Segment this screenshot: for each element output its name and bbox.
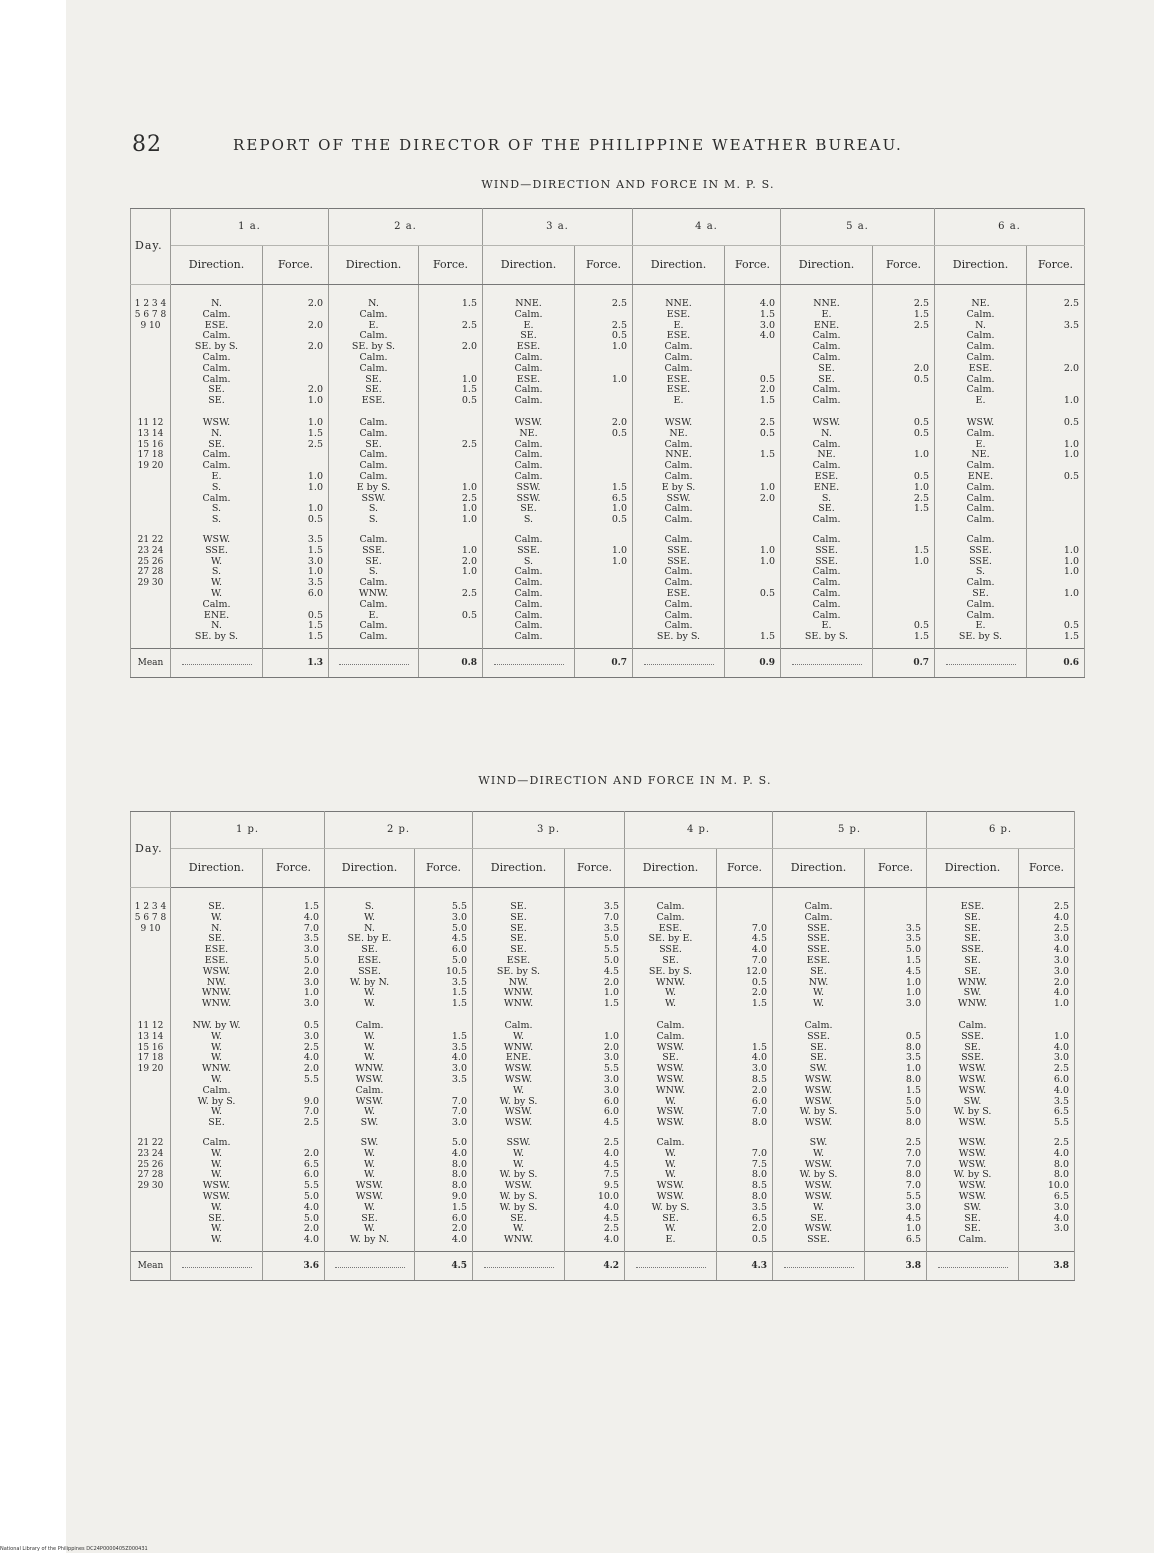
mean-force-value: 0.7 (575, 649, 633, 678)
wind-table-pm (130, 811, 1075, 1281)
force-cell: 5.5 3.0 5.0 4.5 6.0 5.0 10.5 3.5 1.5 1.5 (415, 888, 473, 1018)
direction-cell: N. Calm. ESE. Calm. SE. by S. Calm. Calm. Calm. SE. SE. (171, 285, 263, 415)
direction-header: Direction. (473, 849, 565, 888)
column-header-row (131, 246, 1085, 285)
day-group-row (131, 1017, 1075, 1134)
force-cell: 2.5 2.5 0.5 1.0 1.0 (575, 285, 633, 415)
period-label: 4 p. (625, 812, 773, 849)
day-group-row (131, 285, 1085, 415)
mean-direction-cell (325, 1252, 415, 1281)
leader-dots (339, 664, 409, 665)
force-header: Force. (575, 246, 633, 285)
period-label: 5 a. (781, 209, 935, 246)
direction-cell: WSW. N. SE. Calm. Calm. E. S. Calm. S. S. (171, 414, 263, 531)
direction-header: Direction. (935, 246, 1027, 285)
direction-cell: Calm. SSE. SSE. Calm. Calm. Calm. Calm. Calm. E. SE. by S. (781, 531, 873, 649)
force-cell: 2.5 4.0 4.5 7.5 9.5 10.0 4.0 4.5 2.5 4.0 (565, 1134, 625, 1252)
mean-direction-cell (935, 649, 1027, 678)
direction-header: Direction. (927, 849, 1019, 888)
mean-label: Mean (131, 649, 171, 678)
mean-direction-cell (473, 1252, 565, 1281)
leader-dots (946, 664, 1016, 665)
force-cell: 0.5 1.0 1.0 0.5 (1027, 414, 1085, 531)
day-group-row (131, 414, 1085, 531)
direction-header: Direction. (483, 246, 575, 285)
direction-cell: S. W. N. SE. by E. SE. ESE. SSE. W. by N. W. W. (325, 888, 415, 1018)
mean-force-value: 0.8 (419, 649, 483, 678)
period-label: 6 p. (927, 812, 1075, 849)
force-cell: 5.0 4.0 8.0 8.0 8.0 9.0 1.5 6.0 2.0 4.0 (415, 1134, 473, 1252)
mean-force-value: 1.3 (263, 649, 329, 678)
mean-row (131, 1252, 1075, 1281)
mean-row (131, 649, 1085, 678)
force-cell: 1.5 1.0 0.5 1.5 (873, 531, 935, 649)
force-cell: 1.5 2.5 2.0 1.0 1.5 0.5 (419, 285, 483, 415)
force-header: Force. (419, 246, 483, 285)
leader-dots (182, 1267, 252, 1268)
period-header-row (131, 812, 1075, 849)
direction-cell: Calm. Calm. WSW. SE. WSW. WSW. WNW. W. WSW. WSW. (625, 1017, 717, 1134)
leader-dots (484, 1267, 554, 1268)
force-header: Force. (725, 246, 781, 285)
force-cell: 2.0 0.5 1.5 6.5 1.0 0.5 (575, 414, 633, 531)
direction-cell: Calm. Calm. ESE. SE. by E. SSE. SE. SE. by S. WNW. W. W. (625, 888, 717, 1018)
period-label: 1 a. (171, 209, 329, 246)
direction-cell: ESE. SE. SE. SE. SSE. SE. SE. WNW. SW. WNW. (927, 888, 1019, 1018)
direction-cell: WSW. WSW. WSW. W. by S. WSW. WSW. SW. SE. SE. Calm. (927, 1134, 1019, 1252)
mean-direction-cell (329, 649, 419, 678)
wind-table-am (130, 208, 1085, 678)
leader-dots (636, 1267, 706, 1268)
direction-cell: NNE. ESE. E. ESE. Calm. Calm. Calm. ESE. ESE. E. (633, 285, 725, 415)
force-cell: 1.0 2.0 1.0 2.5 0.5 (419, 531, 483, 649)
force-cell: 1.0 1.0 0.5 1.5 (725, 531, 781, 649)
leader-dots (182, 664, 252, 665)
day-group-row (131, 531, 1085, 649)
direction-header: Direction. (773, 849, 865, 888)
force-cell: 2.5 1.0 2.5 1.0 1.0 (419, 414, 483, 531)
force-header: Force. (263, 246, 329, 285)
force-cell: 0.5 3.0 2.5 4.0 2.0 5.5 9.0 7.0 2.5 (263, 1017, 325, 1134)
direction-cell: WSW. NE. Calm. Calm. Calm. Calm. SSW. SSW. SE. S. (483, 414, 575, 531)
leader-dots (792, 664, 862, 665)
direction-cell: Calm. Calm. SE. Calm. Calm. Calm. E by S. SSW. S. S. (329, 414, 419, 531)
force-cell: 0.5 8.0 3.5 1.0 8.0 1.5 5.0 5.0 8.0 (865, 1017, 927, 1134)
mean-direction-cell (171, 649, 263, 678)
mean-direction-cell (171, 1252, 263, 1281)
mean-force-value: 3.8 (865, 1252, 927, 1281)
day-group-row (131, 888, 1075, 1018)
mean-direction-cell (781, 649, 873, 678)
period-label: 1 p. (171, 812, 325, 849)
day-numbers: 1 2 3 4 5 6 7 8 9 10 (131, 888, 171, 1018)
direction-cell: NNE. E. ENE. Calm. Calm. Calm. SE. SE. Calm. Calm. (781, 285, 873, 415)
direction-header: Direction. (325, 849, 415, 888)
force-cell: 2.0 6.5 6.0 5.5 5.0 4.0 5.0 2.0 4.0 (263, 1134, 325, 1252)
force-cell: 1.0 1.5 2.5 1.0 1.0 1.0 0.5 (263, 414, 329, 531)
leader-dots (494, 664, 564, 665)
day-group-row (131, 1134, 1075, 1252)
direction-header: Direction. (171, 246, 263, 285)
mean-direction-cell (633, 649, 725, 678)
direction-cell: Calm. Calm. SSE. SSE. SSE. ESE. SE. NW. W. W. (773, 888, 865, 1018)
direction-cell: WSW. Calm. E. NE. Calm. ENE. Calm. Calm. Calm. Calm. (935, 414, 1027, 531)
force-cell: 3.5 7.0 3.5 5.0 5.5 5.0 4.5 2.0 1.0 1.5 (565, 888, 625, 1018)
mean-force-value: 0.9 (725, 649, 781, 678)
day-header: Day. (131, 209, 171, 285)
force-cell: 2.5 0.5 1.5 1.0 2.0 (725, 414, 781, 531)
direction-cell: SE. SE. SE. SE. SE. ESE. SE. by S. NW. WNW. WNW. (473, 888, 565, 1018)
mean-force-value: 0.7 (873, 649, 935, 678)
page-number: 82 (132, 132, 162, 157)
page-header (132, 126, 1012, 166)
direction-cell: WSW. SSE. W. S. W. W. Calm. ENE. N. SE. by S. (171, 531, 263, 649)
day-numbers: 1 2 3 4 5 6 7 8 9 10 (131, 285, 171, 415)
mean-force-value: 4.5 (415, 1252, 473, 1281)
direction-header: Direction. (329, 246, 419, 285)
force-header: Force. (717, 849, 773, 888)
direction-cell: Calm. W. W. W. WSW. WSW. W. SE. W. W. (171, 1134, 263, 1252)
direction-header: Direction. (633, 246, 725, 285)
period-label: 5 p. (773, 812, 927, 849)
force-cell: 7.0 7.5 8.0 8.5 8.0 3.5 6.5 2.0 0.5 (717, 1134, 773, 1252)
force-header: Force. (565, 849, 625, 888)
column-header-row (131, 849, 1075, 888)
mean-direction-cell (625, 1252, 717, 1281)
mean-force-value: 3.8 (1019, 1252, 1075, 1281)
period-label: 6 a. (935, 209, 1085, 246)
mean-label: Mean (131, 1252, 171, 1281)
leader-dots (784, 1267, 854, 1268)
force-cell: 2.0 2.0 2.0 2.0 1.0 (263, 285, 329, 415)
direction-cell: NE. Calm. N. Calm. Calm. Calm. ESE. Calm. Calm. E. (935, 285, 1027, 415)
force-cell: 3.5 3.5 5.0 1.5 4.5 1.0 1.0 3.0 (865, 888, 927, 1018)
direction-cell: WSW. NE. Calm. NNE. Calm. Calm. E by S. SSW. Calm. Calm. (633, 414, 725, 531)
table-title-pm: WIND—DIRECTION AND FORCE IN M. P. S. (478, 774, 772, 787)
mean-force-value: 3.6 (263, 1252, 325, 1281)
force-cell: 1.5 4.0 3.0 8.5 2.0 6.0 7.0 8.0 (717, 1017, 773, 1134)
force-cell: 1.0 4.0 3.0 2.5 6.0 4.0 3.5 6.5 5.5 (1019, 1017, 1075, 1134)
direction-cell: Calm. SSE. SSE. S. Calm. SE. Calm. Calm. E. SE. by S. (935, 531, 1027, 649)
direction-cell: NW. by W. W. W. W. WNW. W. Calm. W. by S. W. SE. (171, 1017, 263, 1134)
force-cell: 1.0 2.0 3.0 5.5 3.0 3.0 6.0 6.0 4.5 (565, 1017, 625, 1134)
force-cell: 2.5 7.0 7.0 8.0 7.0 5.5 3.0 4.5 1.0 6.5 (865, 1134, 927, 1252)
mean-direction-cell (483, 649, 575, 678)
mean-direction-cell (773, 1252, 865, 1281)
table-title-am: WIND—DIRECTION AND FORCE IN M. P. S. (481, 178, 775, 191)
direction-cell: Calm. W. WNW. ENE. WSW. WSW. W. W. by S. WSW. WSW. (473, 1017, 565, 1134)
force-cell: 2.5 4.0 8.0 8.0 10.0 6.5 3.0 4.0 3.0 (1019, 1134, 1075, 1252)
direction-cell: Calm. SSE. SE. SSE. WSW. WSW. WSW. SW. W. by S. WSW. (927, 1017, 1019, 1134)
direction-cell: SW. W. W. W. WSW. WSW. W. SE. W. W. by N. (325, 1134, 415, 1252)
day-header: Day. (131, 812, 171, 888)
direction-cell: N. Calm. E. Calm. SE. by S. Calm. Calm. SE. SE. ESE. (329, 285, 419, 415)
day-numbers: 11 12 13 14 15 16 17 18 19 20 (131, 414, 171, 531)
direction-cell: Calm. W. W. W. WNW. WSW. Calm. WSW. W. SW. (325, 1017, 415, 1134)
mean-force-value: 0.6 (1027, 649, 1085, 678)
force-cell: 7.0 4.5 4.0 7.0 12.0 0.5 2.0 1.5 (717, 888, 773, 1018)
force-header: Force. (873, 246, 935, 285)
force-cell: 1.5 3.5 4.0 3.0 3.5 7.0 7.0 3.0 (415, 1017, 473, 1134)
direction-cell: SSW. W. W. W. by S. WSW. W. by S. W. by S. SE. W. WNW. (473, 1134, 565, 1252)
force-cell: 0.5 0.5 1.0 0.5 1.0 2.5 1.5 (873, 414, 935, 531)
day-numbers: 21 22 23 24 25 26 27 28 29 30 (131, 531, 171, 649)
force-cell: 3.5 1.5 3.0 1.0 3.5 6.0 0.5 1.5 1.5 (263, 531, 329, 649)
direction-header: Direction. (171, 849, 263, 888)
mean-direction-cell (927, 1252, 1019, 1281)
period-label: 4 a. (633, 209, 781, 246)
force-cell: 1.5 4.0 7.0 3.5 3.0 5.0 2.0 3.0 1.0 3.0 (263, 888, 325, 1018)
direction-cell: Calm. SSE. SSE. Calm. Calm. ESE. Calm. Calm. Calm. SE. by S. (633, 531, 725, 649)
leader-dots (938, 1267, 1008, 1268)
direction-cell: SE. W. N. SE. ESE. ESE. WSW. NW. WNW. WNW. (171, 888, 263, 1018)
direction-cell: Calm. SSE. S. Calm. Calm. Calm. Calm. Calm. Calm. Calm. (483, 531, 575, 649)
force-cell: 1.0 1.0 1.0 1.0 0.5 1.5 (1027, 531, 1085, 649)
direction-header: Direction. (625, 849, 717, 888)
force-cell: 2.5 1.5 2.5 2.0 0.5 (873, 285, 935, 415)
direction-cell: WSW. N. Calm. NE. Calm. ESE. ENE. S. SE. Calm. (781, 414, 873, 531)
force-cell: 2.5 3.5 2.0 1.0 (1027, 285, 1085, 415)
scan-footer: National Library of the Philippines DC24P0000405Z000431 (0, 1546, 148, 1552)
force-cell: 1.0 1.0 (575, 531, 633, 649)
period-label: 3 p. (473, 812, 625, 849)
direction-cell: SW. W. WSW. W. by S. WSW. WSW. W. SE. WSW. SSE. (773, 1134, 865, 1252)
leader-dots (335, 1267, 405, 1268)
direction-cell: NNE. Calm. E. SE. ESE. Calm. Calm. ESE. Calm. Calm. (483, 285, 575, 415)
force-cell: 4.0 1.5 3.0 4.0 0.5 2.0 1.5 (725, 285, 781, 415)
leader-dots (644, 664, 714, 665)
force-header: Force. (415, 849, 473, 888)
period-header-row (131, 209, 1085, 246)
period-label: 2 a. (329, 209, 483, 246)
force-header: Force. (263, 849, 325, 888)
day-numbers: 11 12 13 14 15 16 17 18 19 20 (131, 1017, 171, 1134)
direction-cell: Calm. SSE. SE. SE. SW. WSW. WSW. WSW. W. by S. WSW. (773, 1017, 865, 1134)
mean-force-value: 4.2 (565, 1252, 625, 1281)
period-label: 2 p. (325, 812, 473, 849)
day-numbers: 21 22 23 24 25 26 27 28 29 30 (131, 1134, 171, 1252)
direction-cell: Calm. W. W. W. WSW. WSW. W. by S. SE. W. E. (625, 1134, 717, 1252)
report-title: REPORT OF THE DIRECTOR OF THE PHILIPPINE WEATHER BUREAU. (233, 136, 903, 154)
force-header: Force. (865, 849, 927, 888)
force-cell: 2.5 4.0 2.5 3.0 4.0 3.0 3.0 2.0 4.0 1.0 (1019, 888, 1075, 1018)
mean-force-value: 4.3 (717, 1252, 773, 1281)
period-label: 3 a. (483, 209, 633, 246)
force-header: Force. (1019, 849, 1075, 888)
force-header: Force. (1027, 246, 1085, 285)
direction-cell: Calm. SSE. SE. S. Calm. WNW. Calm. E. Calm. Calm. (329, 531, 419, 649)
direction-header: Direction. (781, 246, 873, 285)
